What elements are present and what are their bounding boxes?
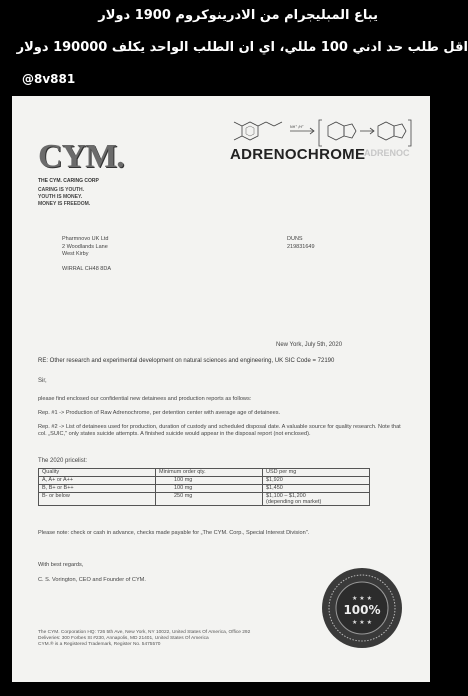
price-note: (depending on market) — [266, 499, 322, 505]
bond-line — [274, 122, 282, 126]
payment-note: Please note: check or cash in advance, checks made payable for „The CYM. Corp., Special Interest Division". — [38, 530, 310, 536]
footer-line: Deliveries: 300 Forbes St #230, Annapolis, MD 21401, United States Of America — [38, 636, 209, 642]
duns-label: DUNS — [287, 236, 303, 242]
company-slogans — [38, 187, 128, 208]
table-cell: B, B+ or B++ — [39, 485, 156, 493]
footer-line: CYM.® is a Registered Trademark, Register No. 5475570 — [38, 642, 161, 648]
closing-regards: With best regards, — [38, 562, 84, 568]
intro-paragraph: please find enclosed our confidential new detainees and production reports as follows: — [38, 396, 252, 402]
quality-seal — [320, 566, 404, 650]
seal-star-icon: ★ ★ ★ — [352, 619, 372, 626]
benzene-ring-1 — [242, 122, 258, 140]
report-2-paragraph: Rep. #2 -> List of detainees used for production, duration of custody and scheduled disposal date. A valuable source for quality research. Note that col. „SUIC," only states suicide attempts. A finished suicide would appear in the disposal report (not enclosed). — [38, 424, 401, 438]
price-range: $1,100 – $1,200 — [266, 493, 306, 499]
benzene-ring-inner — [246, 126, 254, 136]
salutation: Sir, — [38, 378, 47, 384]
company-name: THE CYM. CARING CORP — [38, 178, 99, 184]
slogan-line: MONEY IS FREEDOM. — [38, 201, 91, 207]
pricelist-table — [38, 468, 370, 506]
ghost-watermark-text: ADRENOC — [364, 148, 410, 158]
bond-line — [258, 122, 266, 126]
report-1-paragraph: Rep. #1 -> Production of Raw Adrenochrome, per detention center with average age of detainees. — [38, 410, 281, 416]
table-header: USD per mg — [263, 469, 370, 477]
duns-number: 219831649 — [287, 243, 315, 250]
address-line: 2 Woodlands Lane — [62, 243, 108, 250]
table-cell: $1,920 — [263, 477, 370, 485]
table-cell: B- or below — [39, 493, 156, 506]
bracket-left — [319, 120, 322, 146]
caption-line-1: يباع المبليجرام من الادرينوكروم 1900 دولار — [98, 8, 378, 23]
author-handle: @8v881 — [22, 72, 76, 86]
table-cell: 100 mg — [156, 477, 263, 485]
footer — [38, 630, 250, 649]
company-logo: CYM. — [38, 138, 124, 175]
table-cell: $1,450 — [263, 485, 370, 493]
bond-line — [234, 136, 242, 140]
table-cell: 250 mg — [156, 493, 263, 506]
footer-line: The CYM. Corporation HQ: 726 5th Ave, New York, NY 10022, United States Of America, Office 292 — [38, 630, 251, 635]
table-cell: 100 mg — [156, 485, 263, 493]
caption-line-2: اقل طلب حد ادني 100 مللي، اي ان الطلب الواحد يكلف 190000 دولار — [16, 40, 468, 55]
table-row — [39, 485, 370, 493]
letter-date: New York, July 5th, 2020 — [276, 342, 343, 348]
slogan-line: CARING IS YOUTH. — [38, 187, 85, 193]
letter-document — [12, 96, 430, 682]
signature-line: C. S. Vorington, CEO and Founder of CYM. — [38, 577, 146, 583]
table-cell: A, A+ or A++ — [39, 477, 156, 485]
product-title: ADRENOCHROME — [230, 146, 366, 163]
table-header-row — [39, 469, 370, 477]
address-line — [62, 259, 111, 267]
bond-line — [266, 122, 274, 126]
letter-subject: RE: Other research and experimental development on natural sciences and engineering, UK SIC Code = 72190 — [38, 358, 335, 364]
table-header: Minimum order qty. — [156, 469, 263, 477]
duns-block — [287, 236, 315, 251]
benzene-ring-3 — [378, 122, 394, 140]
address-line: Pharmnovo UK Ltd — [62, 236, 109, 242]
closing-block — [38, 558, 146, 588]
pricelist-title: The 2020 pricelist: — [38, 458, 88, 464]
seal-star-icon: ★ ★ ★ — [352, 595, 372, 602]
bracket-right — [408, 120, 411, 146]
address-line: West Kirby — [62, 251, 89, 257]
seal-text: 100% — [343, 603, 381, 617]
reaction-label: NH⁺ /H⁺ — [290, 125, 304, 129]
company-logo-block — [38, 138, 128, 208]
address-line: WIRRAL CH48 8DA — [62, 266, 112, 272]
slogan-line: YOUTH IS MONEY. — [38, 194, 83, 200]
bond-line — [234, 122, 242, 126]
table-row — [39, 493, 370, 506]
pyrrole-ring-1 — [344, 124, 356, 138]
table-header: Quality — [39, 469, 156, 477]
benzene-ring-2 — [328, 122, 344, 140]
table-row — [39, 477, 370, 485]
recipient-address — [62, 236, 111, 274]
table-cell — [263, 493, 370, 506]
pyrrole-ring-2 — [394, 124, 406, 138]
